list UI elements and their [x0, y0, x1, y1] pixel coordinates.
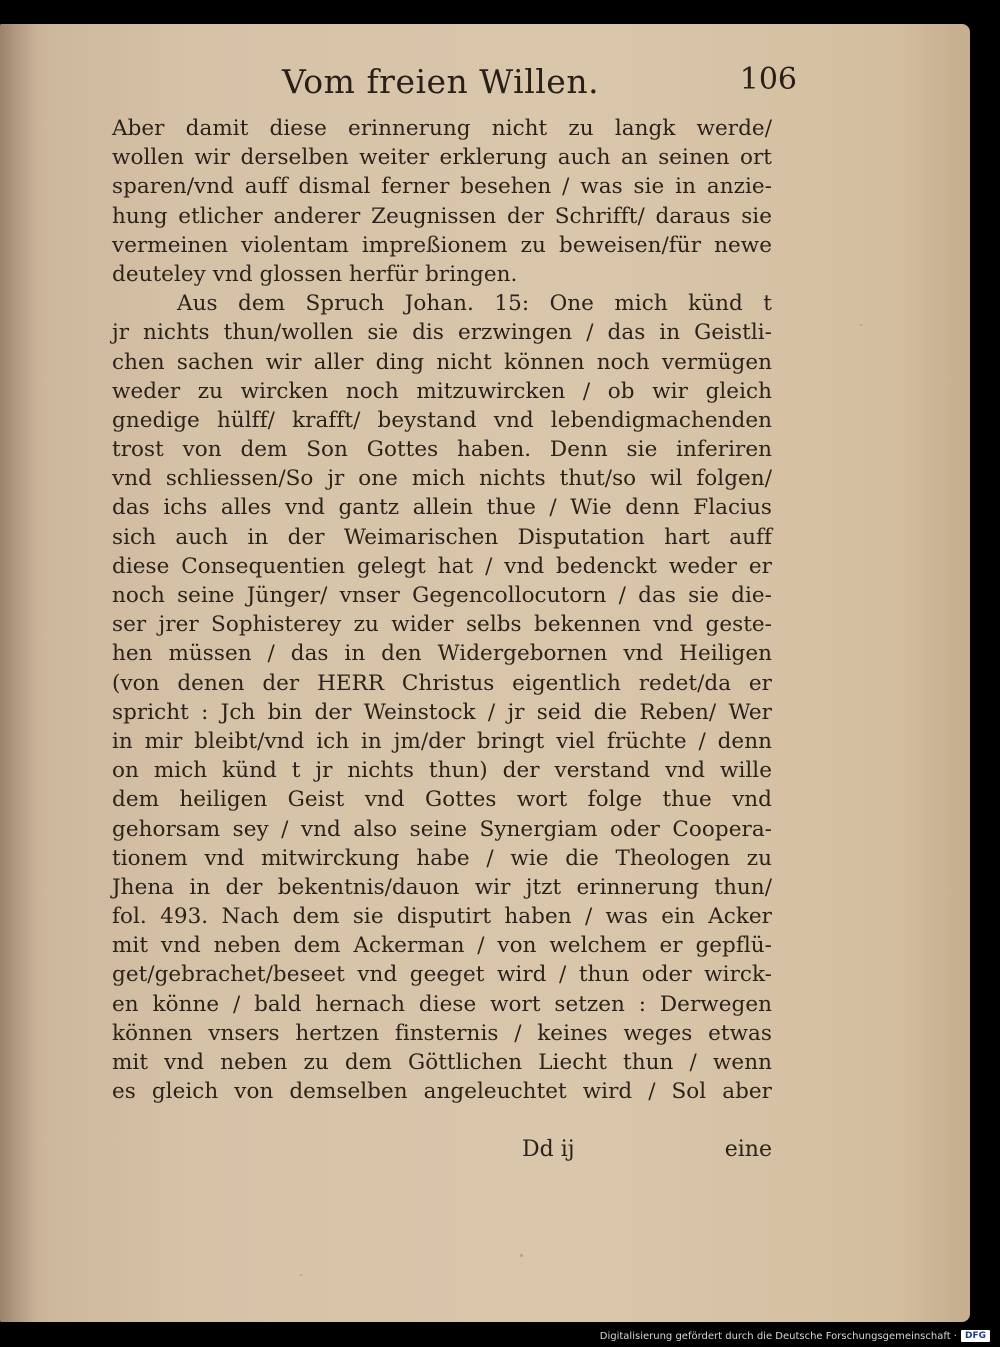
- signature-mark: Dd ij: [522, 1137, 575, 1162]
- text-line: en könne / bald hernach diese wort setzen : Derwegen: [112, 991, 772, 1017]
- text-line: das ichs alles vnd gantz allein thue / Wie denn Flacius: [112, 495, 772, 521]
- text-line: sich auch in der Weimarischen Disputation hart auff: [112, 524, 772, 550]
- text-line: hung etlicher anderer Zeugnissen der Schrifft/ daraus sie: [112, 203, 772, 229]
- page-binding-shadow: [0, 24, 34, 1322]
- text-line: Jhena in der bekentnis/dauon wir jtzt erinnerung thun/: [112, 874, 772, 900]
- text-line: wollen wir derselben weiter erklerung auch an seinen ort: [112, 145, 772, 171]
- text-line: gnedige hülff/ krafft/ beystand vnd lebendigmachenden: [112, 407, 772, 433]
- paper-speck: [300, 1274, 302, 1276]
- paper-speck: [520, 1254, 523, 1257]
- text-line: vnd schliessen/So jr one mich nichts thut/so wil folgen/: [112, 466, 772, 492]
- credit-text: Digitalisierung gefördert durch die Deutsche Forschungsgemeinschaft ·: [599, 1330, 957, 1342]
- page-footer: [112, 1137, 772, 1167]
- body-text: [112, 114, 772, 1106]
- digitization-credit: [600, 1330, 990, 1342]
- text-line: fol. 493. Nach dem sie disputirt haben / was ein Acker: [112, 904, 772, 930]
- running-head: [150, 60, 797, 108]
- text-line: diese Consequentien gelegt hat / vnd bedenckt weder er: [112, 553, 772, 579]
- text-line: spricht : Jch bin der Weinstock / jr seid die Reben/ Wer: [112, 699, 772, 725]
- text-line: es gleich von demselben angeleuchtet wird / Sol aber: [112, 1079, 772, 1105]
- text-line: vermeinen violentam impreßionem zu beweisen/für newe: [112, 232, 772, 258]
- text-line: Aus dem Spruch Johan. 15: One mich künd t: [177, 291, 772, 317]
- running-head-title: Vom freien Willen.: [282, 62, 600, 101]
- text-line: hen müssen / das in den Widergebornen vnd Heiligen: [112, 641, 772, 667]
- text-line: Aber damit diese erinnerung nicht zu langk werde/: [112, 116, 772, 141]
- text-line: noch seine Jünger/ vnser Gegencollocutorn / das sie die-: [112, 583, 772, 608]
- text-line: deuteley vnd glossen herfür bringen.: [112, 261, 518, 287]
- text-line: jr nichts thun/wollen sie dis erzwingen / das in Geistli-: [112, 320, 772, 346]
- text-line: ser jrer Sophisterey zu wider selbs bekennen vnd geste-: [112, 612, 772, 638]
- text-line: chen sachen wir aller ding nicht können noch vermügen: [112, 349, 772, 375]
- text-line: gehorsam sey / vnd also seine Synergiam oder Coopera-: [112, 816, 772, 842]
- text-line: sparen/vnd auff dismal ferner besehen / was sie in anzie-: [112, 174, 772, 200]
- paper-speck: [860, 324, 862, 326]
- book-page: [0, 24, 970, 1322]
- text-line: tionem vnd mitwirckung habe / wie die Theologen zu: [112, 845, 772, 871]
- text-line: get/gebrachet/beseet vnd geeget wird / thun oder wirck-: [112, 962, 772, 988]
- page-number: 106: [739, 62, 797, 97]
- text-line: mit vnd neben zu dem Göttlichen Liecht thun / wenn: [112, 1050, 772, 1075]
- text-line: on mich künd t jr nichts thun) der verstand vnd wille: [112, 758, 772, 784]
- text-line: mit vnd neben dem Ackerman / von welchem er gepflü-: [112, 933, 772, 959]
- text-line: weder zu wircken noch mitzuwircken / ob wir gleich: [112, 378, 772, 404]
- dfg-logo: DFG: [961, 1330, 990, 1342]
- text-line: trost von dem Son Gottes haben. Denn sie inferiren: [112, 437, 772, 463]
- text-line: (von denen der HERR Christus eigentlich redet/da er: [112, 670, 772, 696]
- text-line: dem heiligen Geist vnd Gottes wort folge thue vnd: [112, 787, 772, 813]
- text-line: in mir bleibt/vnd ich in jm/der bringt viel früchte / denn: [112, 728, 772, 754]
- text-line: können vnsers hertzen finsternis / keines weges etwas: [112, 1020, 772, 1046]
- catchword: eine: [724, 1137, 772, 1162]
